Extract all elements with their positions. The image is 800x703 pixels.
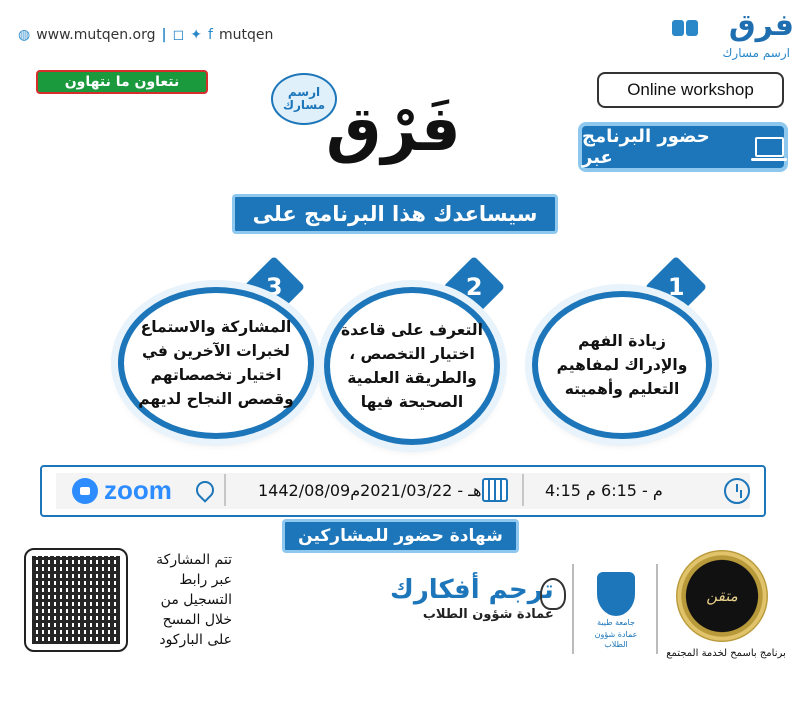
brand-tagline: ارسم مسارك <box>722 46 790 60</box>
calendar-icon <box>482 478 508 502</box>
speech-bubble: ارسم مسارك <box>271 73 337 125</box>
university-dept: عمادة شؤون الطلاب <box>594 630 638 649</box>
seal-caption: برنامج باسمح لخدمة المجتمع <box>666 648 786 659</box>
online-workshop-badge: Online workshop <box>597 72 784 108</box>
platform-name: zoom <box>104 475 172 505</box>
slogan-badge: نتعاون ما نتهاون <box>36 70 208 94</box>
benefit-number: 2 <box>443 256 505 318</box>
divider: | <box>161 27 167 43</box>
benefit-text: زيادة الفهم والإدراك لمفاهيم التعليم وأهميته <box>532 291 712 439</box>
twitter-icon[interactable]: ✦ <box>190 27 203 43</box>
globe-icon: ◍ <box>18 27 31 43</box>
zoom-logo <box>72 475 172 506</box>
social-handle: mutqen <box>218 27 274 43</box>
zoom-camera-icon <box>72 478 98 504</box>
lightbulb-icon <box>540 578 566 610</box>
tarjem-title: ترجم أفكارك <box>390 575 554 605</box>
tarjem-subtitle: عمادة شؤون الطلاب <box>422 607 554 622</box>
mutqen-seal: متقن <box>676 550 768 642</box>
divider <box>572 564 574 654</box>
qr-code[interactable] <box>24 548 128 652</box>
attend-via-banner <box>578 122 788 172</box>
divider <box>656 564 658 654</box>
brand-logo <box>672 8 794 64</box>
registration-instructions: تتم المشاركة عبر رابط التسجيل من خلال المسح على الباركود <box>156 552 232 648</box>
divider <box>522 474 524 506</box>
event-time: 4:15 م - 6:15 م <box>545 481 663 500</box>
attend-via-label: حضور البرنامج عبر <box>582 126 710 168</box>
logo-mark-icon <box>672 20 698 36</box>
program-benefits-banner: سيساعدك هذا البرنامج على <box>232 194 558 234</box>
university-emblem-icon <box>597 572 635 616</box>
social-links <box>18 27 273 43</box>
benefit-text: المشاركة والاستماع لخبرات الآخرين في اختيار تخصصاتهم وقصص النجاح لديهم <box>118 287 314 439</box>
benefit-number: 3 <box>243 256 305 318</box>
center-logo-word: فَرْق <box>326 92 461 165</box>
facebook-icon[interactable]: f <box>208 27 213 43</box>
website-link[interactable]: www.mutqen.org <box>36 27 156 43</box>
benefit-text: التعرف على قاعدة اختيار التخصص ، والطريقة العلمية الصحيحة فيها <box>324 287 500 445</box>
benefit-number: 1 <box>645 256 707 318</box>
laptop-icon <box>755 137 784 157</box>
university-logo <box>588 572 644 652</box>
university-name: جامعة طيبة <box>597 618 635 627</box>
clock-icon <box>724 478 750 504</box>
brand-name: فرق <box>728 8 794 43</box>
certificate-banner: شهادة حضور للمشاركين <box>282 519 519 553</box>
tarjem-logo <box>390 575 554 622</box>
divider <box>224 474 226 506</box>
instagram-icon[interactable]: ◻ <box>172 27 185 43</box>
event-date: 1442/08/09هـ - 2021/03/22م <box>258 481 482 500</box>
